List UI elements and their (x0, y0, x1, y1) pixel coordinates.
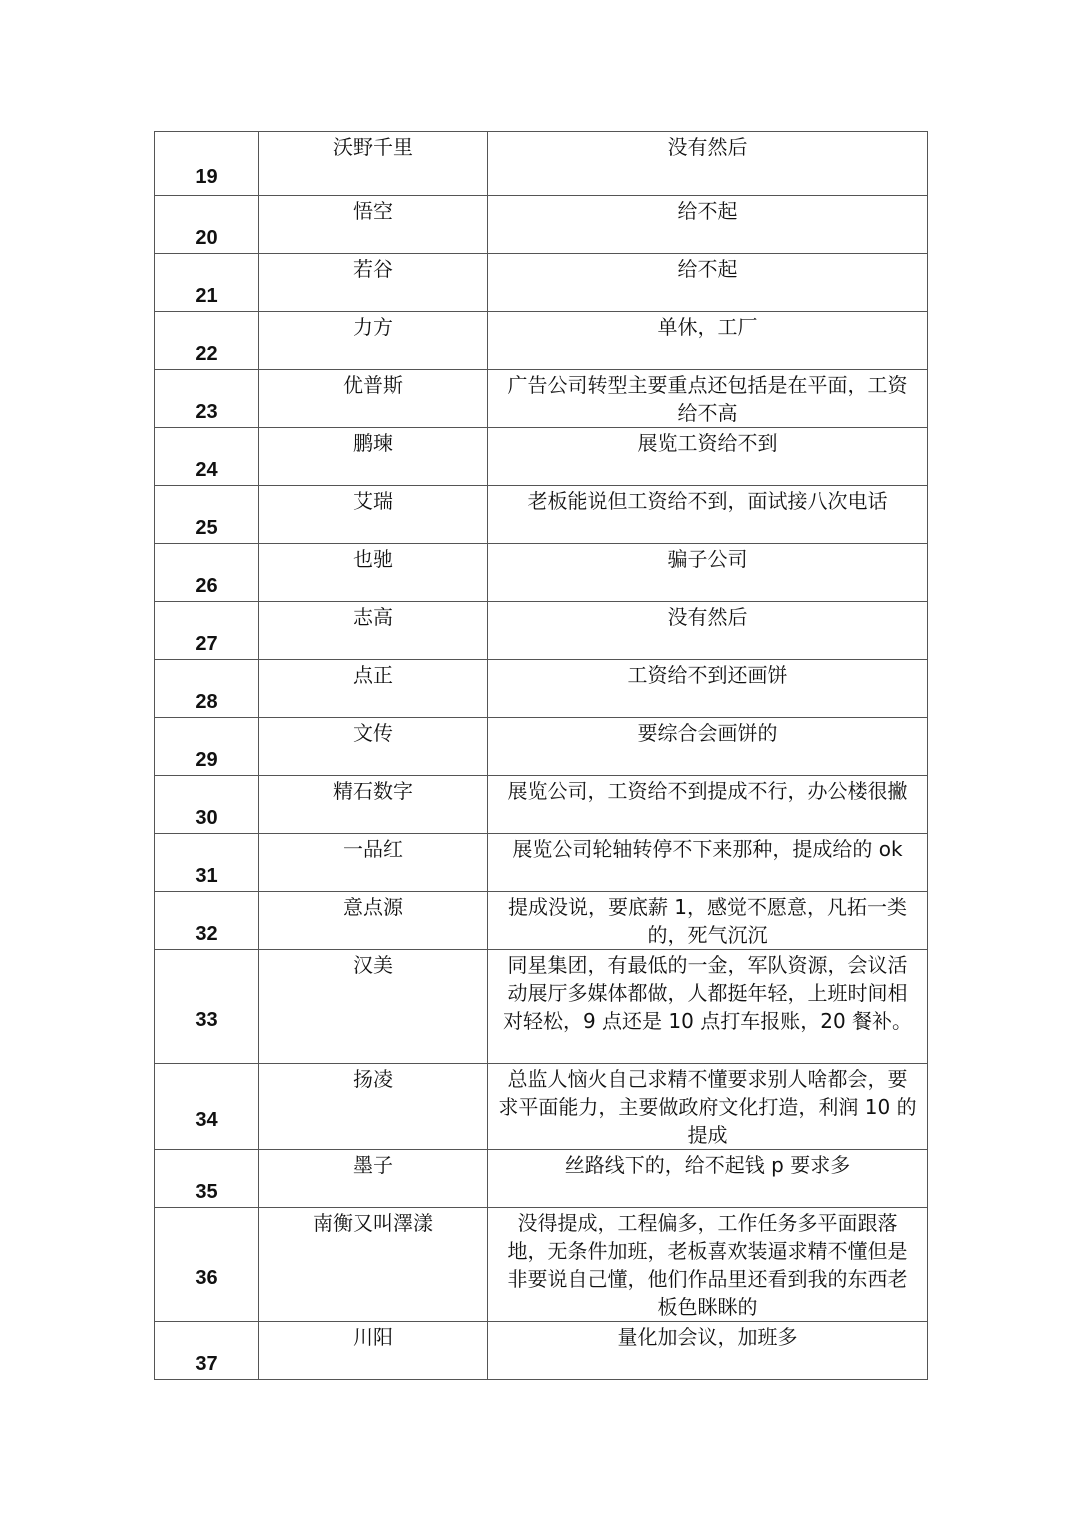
row-number: 25 (195, 516, 218, 539)
row-number: 19 (195, 165, 218, 188)
company-note: 骗子公司 (488, 544, 928, 602)
company-note: 工资给不到还画饼 (488, 660, 928, 718)
row-number-cell (155, 718, 259, 776)
company-note: 展览工资给不到 (488, 428, 928, 486)
row-number: 28 (195, 690, 218, 713)
company-note: 展览公司，工资给不到提成不行，办公楼很撇 (488, 776, 928, 834)
company-note: 展览公司轮轴转停不下来那种，提成给的 ok (488, 834, 928, 892)
table-row (155, 254, 928, 312)
company-name: 南衡又叫澤漾 (259, 1208, 488, 1322)
row-number-cell (155, 254, 259, 312)
table-row (155, 660, 928, 718)
row-number-cell (155, 312, 259, 370)
row-number-cell (155, 1150, 259, 1208)
row-number-cell (155, 892, 259, 950)
company-name: 意点源 (259, 892, 488, 950)
table-row (155, 312, 928, 370)
company-note: 提成没说，要底薪 1，感觉不愿意，凡拓一类的，死气沉沉 (488, 892, 928, 950)
row-number-cell (155, 132, 259, 196)
row-number: 30 (195, 806, 218, 829)
company-note: 没得提成，工程偏多，工作任务多平面跟落地，无条件加班，老板喜欢装逼求精不懂但是非要说自己懂，他们作品里还看到我的东西老板色眯眯的 (488, 1208, 928, 1322)
company-name: 志高 (259, 602, 488, 660)
company-note: 总监人恼火自己求精不懂要求别人啥都会，要求平面能力，主要做政府文化打造，利润 10 的提成 (488, 1064, 928, 1150)
row-number: 31 (195, 864, 218, 887)
row-number: 32 (195, 922, 218, 945)
table-row (155, 718, 928, 776)
company-note: 要综合会画饼的 (488, 718, 928, 776)
company-name: 汉美 (259, 950, 488, 1064)
company-name: 点正 (259, 660, 488, 718)
row-number: 22 (195, 342, 218, 365)
company-note: 给不起 (488, 254, 928, 312)
company-note: 量化加会议，加班多 (488, 1322, 928, 1380)
row-number-cell (155, 486, 259, 544)
company-note: 广告公司转型主要重点还包括是在平面，工资给不高 (488, 370, 928, 428)
table-row (155, 196, 928, 254)
table-row (155, 1150, 928, 1208)
row-number: 24 (195, 458, 218, 481)
company-notes-table (154, 131, 928, 1380)
table-row (155, 602, 928, 660)
row-number-cell (155, 1322, 259, 1380)
company-name: 川阳 (259, 1322, 488, 1380)
table-row (155, 1322, 928, 1380)
row-number-cell (155, 428, 259, 486)
company-note: 同星集团，有最低的一金，军队资源，会议活动展厅多媒体都做，人都挺年轻，上班时间相对轻松，9 点还是 10 点打车报账，20 餐补。 (488, 950, 928, 1064)
row-number: 33 (195, 1008, 218, 1031)
row-number-cell (155, 602, 259, 660)
company-name: 文传 (259, 718, 488, 776)
company-name: 沃野千里 (259, 132, 488, 196)
table-row (155, 132, 928, 196)
company-note: 没有然后 (488, 132, 928, 196)
row-number: 23 (195, 400, 218, 423)
row-number: 26 (195, 574, 218, 597)
company-name: 鹏瑓 (259, 428, 488, 486)
company-name: 扬凌 (259, 1064, 488, 1150)
row-number: 20 (195, 226, 218, 249)
company-name: 墨子 (259, 1150, 488, 1208)
company-name: 悟空 (259, 196, 488, 254)
company-name: 若谷 (259, 254, 488, 312)
row-number: 21 (195, 284, 218, 307)
table-body (155, 132, 928, 1380)
row-number-cell (155, 1208, 259, 1322)
table-row (155, 1208, 928, 1322)
row-number: 29 (195, 748, 218, 771)
row-number-cell (155, 370, 259, 428)
table-row (155, 544, 928, 602)
table-row (155, 834, 928, 892)
table-row (155, 1064, 928, 1150)
table-row (155, 950, 928, 1064)
row-number-cell (155, 950, 259, 1064)
row-number-cell (155, 660, 259, 718)
row-number-cell (155, 1064, 259, 1150)
table-row (155, 370, 928, 428)
table-row (155, 892, 928, 950)
company-name: 力方 (259, 312, 488, 370)
row-number: 36 (195, 1266, 218, 1289)
row-number-cell (155, 196, 259, 254)
company-name: 也驰 (259, 544, 488, 602)
table-row (155, 776, 928, 834)
row-number: 34 (195, 1108, 218, 1131)
company-name: 精石数字 (259, 776, 488, 834)
row-number-cell (155, 544, 259, 602)
company-name: 艾瑞 (259, 486, 488, 544)
company-note: 老板能说但工资给不到，面试接八次电话 (488, 486, 928, 544)
company-note: 丝路线下的，给不起钱 p 要求多 (488, 1150, 928, 1208)
row-number-cell (155, 776, 259, 834)
company-note: 单休，工厂 (488, 312, 928, 370)
row-number: 37 (195, 1352, 218, 1375)
company-name: 优普斯 (259, 370, 488, 428)
table-row (155, 486, 928, 544)
company-note: 没有然后 (488, 602, 928, 660)
row-number-cell (155, 834, 259, 892)
table-row (155, 428, 928, 486)
company-note: 给不起 (488, 196, 928, 254)
row-number: 35 (195, 1180, 218, 1203)
company-name: 一品红 (259, 834, 488, 892)
row-number: 27 (195, 632, 218, 655)
